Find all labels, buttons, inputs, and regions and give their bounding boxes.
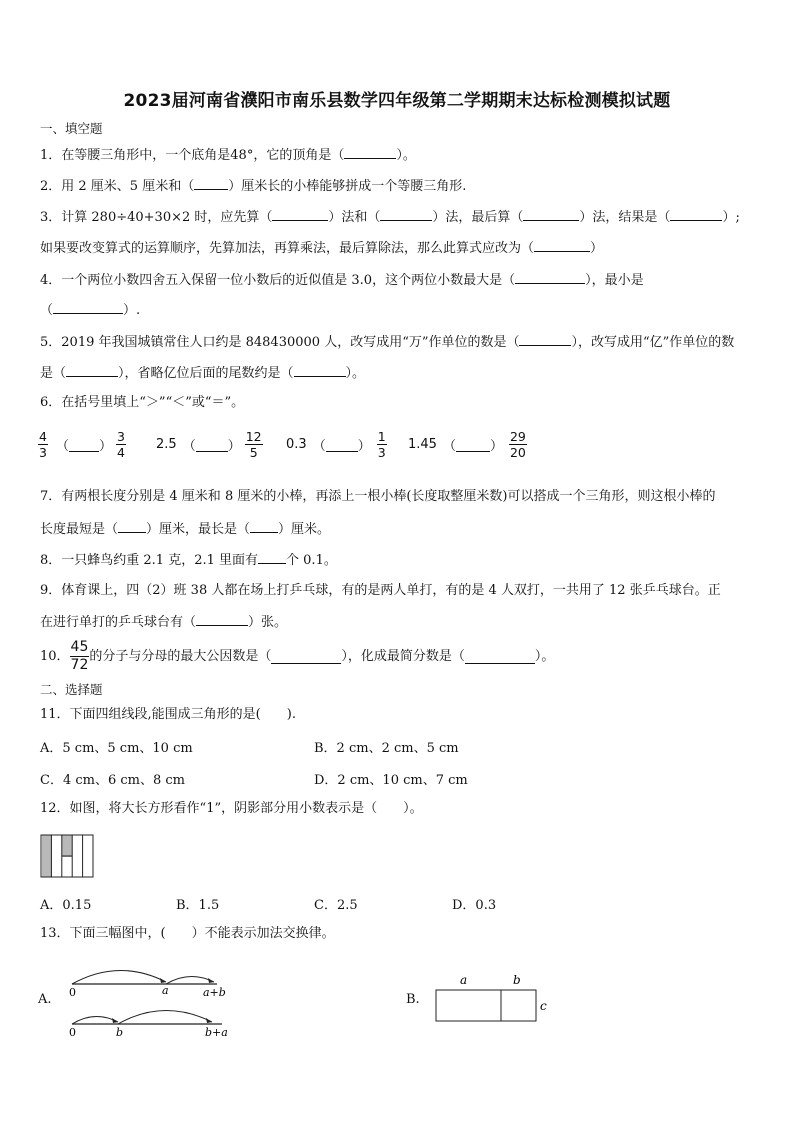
answer-blank[interactable]: [250, 519, 278, 533]
option-d[interactable]: D．2 cm、10 cm、7 cm: [314, 773, 468, 788]
answer-blank[interactable]: [258, 550, 286, 564]
question-3-line-1: 3．计算 280÷40+30×2 时，应先算（ ）法和（ ）法，最后算（ ）法，结果是（ ）;: [40, 207, 740, 227]
answer-blank[interactable]: [523, 207, 579, 221]
question-12-stem: 12．如图，将大长方形看作“1”，阴影部分用小数表示是（ ）。: [40, 801, 423, 816]
question-7-line-2: 长度最短是（ ）厘米，最长是（ ）厘米。: [40, 519, 330, 539]
question-13-stem: 13．下面三幅图中，( ）不能表示加法交换律。: [40, 926, 335, 941]
line-label: b: [116, 1026, 124, 1039]
answer-blank[interactable]: [53, 300, 123, 314]
rect-label: b: [513, 973, 521, 987]
question-9-line-2: 在进行单打的乒乓球台有（ ）张。: [40, 612, 287, 632]
answer-blank[interactable]: [196, 612, 248, 626]
fraction: $\frac{45}{72}$: [70, 639, 89, 673]
page-title: 2023届河南省濮阳市南乐县数学四年级第二学期期末达标检测模拟试题: [123, 91, 671, 111]
option-a-label[interactable]: A.: [38, 992, 52, 1007]
answer-blank[interactable]: [670, 207, 722, 221]
rect-label: a: [460, 973, 468, 987]
option-d[interactable]: D．0.3: [452, 898, 497, 913]
answer-blank[interactable]: [515, 270, 585, 284]
answer-blank[interactable]: [196, 438, 228, 452]
question-4-line-2: （ ）.: [40, 300, 140, 320]
fraction: $\frac{29}{20}$: [509, 429, 526, 460]
answer-blank[interactable]: [465, 650, 535, 664]
option-c[interactable]: C．4 cm、6 cm、8 cm: [40, 773, 185, 788]
answer-blank[interactable]: [380, 207, 432, 221]
question-8: 8．一只蜂鸟约重 2.1 克，2.1 里面有 个 0.1。: [40, 550, 337, 570]
answer-blank[interactable]: [534, 238, 590, 252]
line-label: a: [162, 984, 169, 997]
option-a[interactable]: A．5 cm、5 cm、10 cm: [40, 741, 193, 756]
answer-blank[interactable]: [194, 176, 228, 190]
rect-label: c: [540, 999, 547, 1013]
fraction: $\frac{12}{5}$: [245, 429, 262, 460]
comparison-4: 1.45 （ ） $\frac{29}{20}$: [408, 429, 526, 460]
question-1: 1．在等腰三角形中，一个底角是48°，它的顶角是（ ）。: [40, 145, 416, 165]
line-label: 0: [69, 1026, 76, 1039]
number-line-figure: [62, 960, 242, 1040]
fraction: $\frac{4}{3}$: [39, 429, 47, 460]
line-label: 0: [69, 986, 76, 999]
answer-blank[interactable]: [272, 207, 328, 221]
comparison-3: 0.3 （ ） $\frac{1}{3}$: [286, 429, 386, 460]
line-label: a+b: [203, 986, 226, 999]
question-5-line-2: 是（ ），省略亿位后面的尾数约是（ ）。: [40, 363, 365, 383]
question-4-line-1: 4．一个两位小数四舍五入保留一位小数后的近似值是 3.0，这个两位小数最大是（ ），最小是: [40, 270, 644, 290]
option-b[interactable]: B．2 cm、2 cm、5 cm: [314, 741, 459, 756]
answer-blank[interactable]: [118, 519, 146, 533]
question-7-line-1: 7．有两根长度分别是 4 厘米和 8 厘米的小棒，再添上一根小棒(长度取整厘米数)可以搭成一个三角形，则这根小棒的: [40, 489, 716, 504]
answer-blank[interactable]: [66, 363, 118, 377]
option-b-label[interactable]: B.: [406, 992, 420, 1007]
option-a[interactable]: A．0.15: [40, 898, 92, 913]
option-b[interactable]: B．1.5: [176, 898, 220, 913]
question-11-stem: 11．下面四组线段,能围成三角形的是( ).: [40, 707, 296, 722]
rectangle-figure: [430, 970, 554, 1026]
answer-blank[interactable]: [271, 650, 341, 664]
question-3-line-2: 如果要改变算式的运算顺序，先算加法，再算乘法，最后算除法，那么此算式应改为（ ）: [40, 238, 603, 258]
question-6-stem: 6．在括号里填上“＞”“＜”或“＝”。: [40, 395, 245, 410]
fraction: $\frac{3}{4}$: [116, 429, 125, 460]
section-fill-blank-heading: 一、填空题: [40, 121, 103, 136]
answer-blank[interactable]: [326, 438, 358, 452]
answer-blank[interactable]: [456, 438, 490, 452]
answer-blank[interactable]: [519, 332, 571, 346]
fraction: $\frac{1}{3}$: [377, 429, 386, 460]
comparison-1: $\frac{4}{3}$ （ ） $\frac{3}{4}$: [39, 429, 125, 460]
answer-blank[interactable]: [294, 363, 346, 377]
question-5-line-1: 5．2019 年我国城镇常住人口约是 848430000 人，改写成用“万”作单位的数是（ ），改写成用“亿”作单位的数: [40, 332, 734, 352]
section-choice-heading: 二、选择题: [40, 682, 103, 697]
question-2: 2．用 2 厘米、5 厘米和（ ）厘米长的小棒能够拼成一个等腰三角形.: [40, 176, 466, 196]
option-c[interactable]: C．2.5: [314, 898, 358, 913]
answer-blank[interactable]: [344, 145, 396, 159]
comparison-2: 2.5 （ ） $\frac{12}{5}$: [156, 429, 262, 460]
question-9-line-1: 9．体育课上，四（2）班 38 人都在场上打乒乓球，有的是两人单打，有的是 4 人双打，一共用了 12 张乒乓球台。正: [40, 583, 721, 598]
answer-blank[interactable]: [69, 438, 99, 452]
question-10: 10． $\frac{45}{72}$ 的分子与分母的最大公因数是（ ），化成最简分数是（ ）。: [40, 639, 555, 673]
line-label: b+a: [205, 1026, 228, 1039]
shaded-rectangle-figure: [40, 834, 96, 878]
